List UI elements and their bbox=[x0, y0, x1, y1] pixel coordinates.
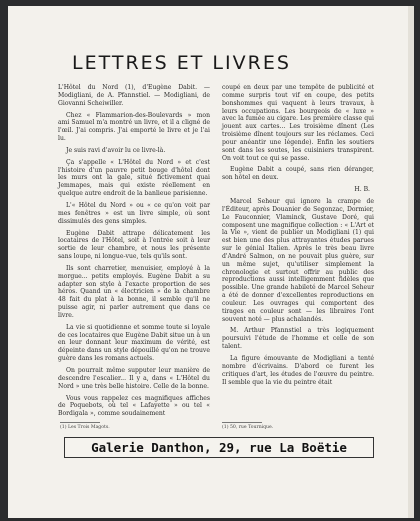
paragraph: coupé en deux par une tempête de publicité et comme surpris tout vif en coupe, des petits bonshommes qui vaquent à leurs travaux, à leurs occupations. Les bourgeois de « luxe » avec la fumée au cigare. Les première classe qui jouent aux cartes... Les troisième dînent (Les troisième dînent toujours sur les réclames. Ceci pour anéantir une légende). Enfin les soutiers sont dans les soutes, les cuisiniers transpirent. On voit tout ce qui se passe. bbox=[222, 84, 374, 162]
article-header: L'Hôtel du Nord (1), d'Eugène Dabit. — Modigliani, de A. Pfannstiel. — Modigliani, de Giovanni Scheiwiller. bbox=[58, 84, 210, 107]
paragraph: Chez « Flammarion-des-Boulevards » mon ami Samuel m'a montré un livre, et il a cligné de l'œil. J'ai compris. J'ai emporté le livre et je l'ai lu. bbox=[58, 111, 210, 143]
footnote-rule-left bbox=[60, 422, 100, 423]
footnote-right: (1) 50, rue Tournique. bbox=[222, 425, 274, 430]
paragraph: Ça s'appelle « L'Hôtel du Nord » et c'est l'histoire d'un pauvre petit bouge d'hôtel dont les murs ont la gale, situé fictivement quai Jemmapes, mais qui existe réellement en quelque autre endroit de la banlieue parisienne. bbox=[58, 158, 210, 198]
paragraph: La figure émouvante de Modigliani a tenté nombre d'écrivains. D'abord ce furent les critiques d'art, les études de l'œuvre du peintre. Il semble que la vie du peintre était bbox=[222, 355, 374, 386]
page-spine bbox=[408, 6, 414, 518]
paragraph: Marcel Seheur qui ignore la crampe de l'Éditeur, après Douanier de Segonzac, Dormier, Le Fauconnier, Vlaminck, Gustave Doré, qui composent une magnifique collection : « L'Art et la Vie », vient de publier un Modigliani (1) qui est bien une des plus attrayantes études parues sur le génial Italien. Après le très beau livre d'André Salmon, on ne pouvait plus guère, sur un même sujet, qu'utiliser simplement la chronologie et surtout offrir au public des reproductions aussi intelligemment fidèles que possible. Une grande habileté de Marcel Seheur a été de donner d'excellentes reproductions en couleur. Les ouvrages qui comportent des tirages en couleur sont — les libraires l'ont souvent noté — plus achalandés. bbox=[222, 197, 374, 323]
section-heading: LETTRES ET LIVRES bbox=[72, 52, 291, 74]
paragraph: On pourrait même supputer leur manière de descendre l'escalier... Il y a, dans « L'Hôtel du Nord » une très belle histoire. Celle de la bonne. bbox=[58, 367, 210, 390]
magazine-page bbox=[8, 6, 414, 518]
right-column bbox=[222, 84, 374, 390]
footnote-rule-right bbox=[222, 422, 262, 423]
paragraph: Eugène Dabit attrape délicatement les locataires de l'Hôtel, soit à l'entrée soit à leur sortie de leur chambre, et nous les présente sans loupe, ni longue-vue, tels qu'ils sont. bbox=[58, 229, 210, 261]
paragraph: M. Arthur Pfannstiel a très logiquement poursuivi l'étude de l'homme et celle de son talent. bbox=[222, 327, 374, 351]
paragraph: Vous vous rappelez ces magnifiques affiches de Poquebots, où tel « Lafayette » ou tel « Bordigala », comme soudainement bbox=[58, 394, 210, 418]
paragraph: Je suis ravi d'avoir lu ce livre-là. bbox=[66, 146, 166, 154]
paragraph: Eugène Dabit a coupé, sans rien déranger, son hôtel en deux. bbox=[222, 166, 374, 182]
author-signature: H. B. bbox=[354, 186, 370, 194]
footnote-left: (1) Les Trois Magots. bbox=[60, 425, 110, 430]
paragraph: La vie si quotidienne et somme toute si loyale de ces locataires que Eugène Dabit situe un à un en leur donnant leur maximum de vérité, est dépeinte dans un style dépouillé qu'on ne trouve guère dans les romans actuels. bbox=[58, 323, 210, 363]
paragraph: L'« Hôtel du Nord » ou « ce qu'on voit par mes fenêtres » est un livre simple, où sont dissimulés des gens simples. bbox=[58, 201, 210, 225]
paragraph: Ils sont charretier, menuisier, employé à la morgue... petits employés. Eugène Dabit a su adapter son style à l'exacte proportion de ses héros. Quand un « électricien » de la chambre 48 fait du plat à la bonne, il semble qu'il ne puisse agir, ni parler autrement que dans ce livre. bbox=[58, 264, 210, 319]
gallery-advertisement: Galerie Danthon, 29, rue La Boëtie bbox=[64, 437, 374, 458]
left-column bbox=[58, 84, 210, 422]
